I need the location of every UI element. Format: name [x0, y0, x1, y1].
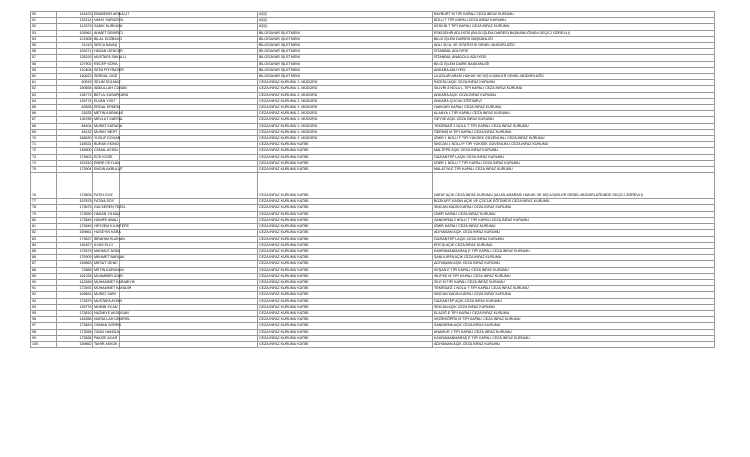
name-cell: YUSUF DOGAN — [94, 136, 121, 141]
name-cell: SEFA POYRAZER — [94, 67, 124, 72]
title-cell: CEZA İNFAZ KURUMU KATİBİ — [258, 167, 433, 173]
title-cell: BİLGİSAYAR İŞLETMENİ — [258, 67, 433, 73]
unit-cell: ŞANLIURFA AÇIK CEZA İNFAZ KURUMU — [433, 255, 715, 261]
registry-number-cell: 173679 — [57, 298, 93, 304]
unit-cell: HATAY AÇIK CEZA İNFAZ KURUMU (ULUSLARARASI HUKUK VE DIŞ İLİŞKİLER GENEL MÜDÜRLÜĞÜNDE GEÇİCİ GÖREVLİ) — [433, 173, 715, 199]
registry-number-cell: 173650 — [57, 211, 93, 217]
unit-cell: ULUSLAR ARASI HUKUK VE DIŞ İLİŞKİLER GENEL MÜDÜRLÜĞÜ — [433, 74, 715, 80]
unit-cell: İSTANBUL ADLİYESİ — [433, 49, 715, 55]
title-cell: CEZA İNFAZ KURUMU KATİBİ — [258, 273, 433, 279]
title-cell: CEZA İNFAZ KURUMU 2. MÜDÜRÜ — [258, 129, 433, 135]
name-cell: GULSEREN TEZEL — [94, 205, 126, 210]
name-cell: ERDAL ERDEM — [94, 105, 120, 110]
row-number-cell: 89 — [31, 273, 57, 279]
name-cell: ABDULLAH COBAN — [94, 86, 127, 91]
registry-number-cell: 136774 — [57, 92, 93, 98]
row-number-cell: 63 — [31, 92, 57, 98]
row-number-cell: 66 — [31, 111, 57, 117]
row-number-cell: 86 — [31, 255, 57, 261]
title-cell: CEZA İNFAZ KURUMU KATİBİ — [258, 310, 433, 316]
registry-number-cell: 173849 — [57, 217, 93, 223]
row-number-cell: 50 — [31, 12, 57, 18]
name-cell: SELIM SOLMAZ — [94, 80, 121, 85]
title-cell: CEZA İNFAZ KURUMU 2. MÜDÜRÜ — [258, 105, 433, 111]
unit-cell: SANDIRMA AÇIK CEZA İNFAZ KURUMU — [433, 323, 715, 329]
name-cell: HAKAN YILMAZ — [94, 211, 121, 216]
row-number-cell: 69 — [31, 129, 57, 135]
unit-cell: ÖDEMİŞ M TİPİ KAPALI CEZA İNFAZ KURUMU — [433, 129, 715, 135]
name-cell: MESUT GENC — [94, 261, 118, 266]
registry-number-cell: 159861 — [57, 230, 93, 236]
title-cell: CEZA İNFAZ KURUMU KATİBİ — [258, 230, 433, 236]
registry-number-cell: 110408 — [57, 67, 93, 73]
registry-number-cell: 145900 — [57, 148, 93, 154]
registry-number-cell: 173505 — [57, 173, 93, 199]
title-cell: CEZA İNFAZ KURUMU 1. MÜDÜRÜ — [258, 80, 433, 86]
name-cell: METIN KARAHAN — [94, 267, 124, 272]
title-cell: CEZA İNFAZ KURUMU KATİBİ — [258, 261, 433, 267]
registry-number-cell: 172592 — [57, 286, 93, 292]
unit-cell: İZMİR KAPALI CEZA İNFAZ KURUMU — [433, 224, 715, 230]
row-number-cell: 62 — [31, 86, 57, 92]
name-cell: ILYAS ELCI — [93, 242, 120, 248]
row-number-cell: 58 — [31, 61, 57, 67]
row-number-cell: 96 — [31, 317, 57, 323]
name-cell: BETUL KASAPKARA — [94, 92, 129, 97]
registry-number-cell: 40528 — [57, 105, 93, 111]
title-cell: CEZA İNFAZ KURUMU KATİBİ — [258, 236, 433, 242]
name-cell: MURAT KARACA — [94, 123, 123, 128]
registry-number-cell: 136785 — [57, 117, 93, 123]
title-cell: CEZA İNFAZ KURUMU KATİBİ — [258, 160, 433, 166]
row-number-cell: 52 — [31, 24, 57, 30]
title-cell: CEZA İNFAZ KURUMU KATİBİ — [258, 199, 433, 205]
name-cell: BILAL SOZBILICI — [94, 36, 123, 41]
unit-cell: ANKARA AÇIK CEZA İNFAZ KURUMU — [433, 92, 715, 98]
name-cell: FATMA SOY — [93, 199, 120, 205]
unit-cell: ALANYA L TİPİ KAPALI CEZA İNFAZ KURUMU — [433, 111, 715, 117]
title-cell: CEZA İNFAZ KURUMU KATİBİ — [258, 211, 433, 217]
registry-number-cell: 159863 — [57, 261, 93, 267]
name-cell: OZAN HANOUL — [94, 329, 120, 334]
row-number-cell: 97 — [31, 323, 57, 329]
registry-number-cell: 150655 — [57, 86, 93, 92]
name-cell: MAHMUT AYAN — [94, 248, 120, 253]
registry-number-cell: 31243 — [57, 43, 93, 49]
registry-number-cell: 139776 — [57, 304, 93, 310]
title-cell: BİLGİSAYAR İŞLETMENİ — [258, 55, 433, 61]
row-number-cell: 84 — [31, 242, 57, 248]
name-cell: NIHAT SARIUSTA — [94, 18, 124, 23]
table-row — [31, 341, 715, 347]
registry-number-cell: 144556 — [57, 317, 93, 323]
registry-number-cell: 84404 — [57, 123, 93, 129]
registry-number-cell: 72865 — [57, 267, 93, 273]
registry-number-cell: 31635 — [57, 111, 93, 117]
title-cell: CEZA İNFAZ KURUMU 2. MÜDÜRÜ — [258, 117, 433, 123]
unit-cell: SİNCAN KADIN KAPALI CEZA İNFAZ KURUMU — [433, 205, 715, 211]
registry-number-cell: 157610 — [57, 160, 93, 166]
unit-cell: SİLİVRİ 8 NOLU L TİPİ KAPALI CEZA İNFAZ KURUMU — [433, 86, 715, 92]
title-cell: CEZA İNFAZ KURUMU KATİBİ — [258, 255, 433, 261]
title-cell: CEZA İNFAZ KURUMU KATİBİ — [258, 173, 433, 199]
title-cell: CEZA İNFAZ KURUMU KATİBİ — [258, 341, 433, 347]
registry-number-cell: 173679 — [57, 248, 93, 254]
name-cell: MUHAMMET KAYADIR — [94, 286, 132, 291]
title-cell: CEZA İNFAZ KURUMU KATİBİ — [258, 279, 433, 285]
name-cell: ELVAN YIGIT — [93, 98, 120, 104]
registry-number-cell: 145531 — [57, 142, 93, 148]
name-cell: RECEP SORA — [94, 61, 118, 66]
registry-number-cell: 144433 — [57, 12, 93, 18]
registry-number-cell: 173810 — [57, 310, 93, 316]
registry-number-cell: 159691 — [57, 292, 93, 298]
unit-cell: ADIYAMAN AÇIK CEZA İNFAZ KURUMU — [433, 230, 715, 236]
registry-number-cell: 175909 — [57, 255, 93, 261]
title-cell: CEZA İNFAZ KURUMU KATİBİ — [258, 248, 433, 254]
registry-number-cell: 105961 — [57, 30, 93, 36]
registry-number-cell: 48132 — [57, 129, 93, 135]
registry-number-cell: 121508 — [57, 36, 93, 42]
name-cell: PAKIZE ACAR — [93, 335, 120, 341]
name-cell: MUAMMER ATAR — [94, 273, 123, 278]
row-number-cell: 91 — [31, 286, 57, 292]
name-cell: METIN KARAKAS — [94, 111, 124, 116]
unit-cell: ELAZIĞ E TİPİ KAPALI CEZA İNFAZ KURUMU — [433, 310, 715, 316]
unit-cell: SANDIRMA 2 NOLU T TİPİ KAPALI CEZA İNFAZ KURUMU — [433, 217, 715, 223]
title-cell: BİLGİSAYAR İŞLETMENİ — [258, 61, 433, 67]
unit-cell: İZMİR 1 NOLU F TİPİ YÜKSEK GÜVENLİKLİ CEZA İNFAZ KURUMU — [433, 136, 715, 142]
row-number-cell: 95 — [31, 310, 57, 316]
unit-cell: HAKKARİ KAPALI CEZA İNFAZ KURUMU — [433, 105, 715, 111]
unit-cell: ADLİ SİCİL VE İSTATİSTİK GENEL MÜDÜRLÜĞÜ — [433, 43, 715, 49]
row-number-cell: 61 — [31, 80, 57, 86]
name-cell: SIRCILSAVAŞ — [93, 43, 120, 49]
title-cell: CEZA İNFAZ KURUMU KATİBİ — [258, 205, 433, 211]
registry-number-cell: 173675 — [57, 205, 93, 211]
unit-cell: MALATYA E TİPİ KAPALI CEZA İNFAZ KURUMU — [433, 167, 715, 173]
title-cell: CEZA İNFAZ KURUMU KATİBİ — [258, 323, 433, 329]
registry-number-cell: 133214 — [57, 18, 93, 24]
registry-number-cell: 140623 — [57, 74, 93, 80]
unit-cell: ANKARA ADLİYESİ — [433, 67, 715, 73]
row-number-cell: 93 — [31, 298, 57, 304]
row-number-cell: 85 — [31, 248, 57, 254]
name-cell: FATIH GOZ — [93, 173, 120, 199]
row-number-cell: 90 — [31, 279, 57, 285]
title-cell: BİLGİSAYAR İŞLETMENİ — [258, 43, 433, 49]
unit-cell: MALTEPE AÇIK CEZA İNFAZ KURUMU — [433, 148, 715, 154]
title-cell: AŞÇI — [258, 18, 433, 24]
title-cell: CEZA İNFAZ KURUMU 2. MÜDÜRÜ — [258, 136, 433, 142]
row-number-cell: 74 — [31, 160, 57, 166]
title-cell: CEZA İNFAZ KURUMU KATİBİ — [258, 335, 433, 341]
row-number-cell: 83 — [31, 236, 57, 242]
name-cell: MUMIN YILAN — [94, 304, 118, 309]
unit-cell: İZMİR 1 NOLU T TİPİ KAPALI CEZA İNFAZ KURUMU — [433, 160, 715, 166]
row-number-cell: 51 — [31, 18, 57, 24]
row-number-cell: 79 — [31, 211, 57, 217]
name-cell: OSMAN SOREN — [94, 323, 121, 328]
registry-number-cell: 173843 — [57, 323, 93, 329]
row-number-cell: 72 — [31, 148, 57, 154]
registry-number-cell: 159852 — [57, 341, 93, 347]
name-cell: HUSEYIN KARA — [94, 230, 121, 235]
registry-number-cell: 40515 — [57, 80, 93, 86]
title-cell: AŞÇI — [258, 12, 433, 18]
unit-cell: KAHRAMANMARAŞ E TİPİ KAPALI CEZA İNFAZ KURUMU — [433, 248, 715, 254]
title-cell: BİLGİSAYAR İŞLETMENİ — [258, 74, 433, 80]
unit-cell: ANAMUR J TİPİ KAPALI CEZA İNFAZ KURUMU — [433, 329, 715, 335]
row-number-cell: 81 — [31, 224, 57, 230]
unit-cell: BAYBURT M TİPİ KAPALI CEZA İNFAZ KURUMU — [433, 12, 715, 18]
unit-cell: TEKİRDAĞ 1 NOLU T TİPİ KAPALI CEZA İNFAZ KURUMU — [433, 286, 715, 292]
title-cell: CEZA İNFAZ KURUMU KATİBİ — [258, 154, 433, 160]
title-cell: CEZA İNFAZ KURUMU KATİBİ — [258, 242, 433, 248]
title-cell: CEZA İNFAZ KURUMU KATİBİ — [258, 217, 433, 223]
unit-cell: İNCESU AÇIK CEZA İNFAZ KURUMU — [433, 80, 715, 86]
name-cell: ECE KOSE — [93, 154, 120, 160]
table-body — [31, 12, 715, 348]
name-cell: SADIK KURKAYA — [94, 24, 123, 29]
name-cell: HEYSEM KILIMTEPE — [94, 224, 129, 229]
title-cell: AŞÇI — [258, 24, 433, 30]
row-number-cell: 53 — [31, 30, 57, 36]
row-number-cell: 88 — [31, 267, 57, 273]
unit-cell: KESKİN T TİPİ KAPALI CEZA İNFAZ KURUMU — [433, 24, 715, 30]
registry-number-cell: 173838 — [57, 335, 93, 341]
empty-cell — [120, 173, 258, 199]
row-number-cell: 65 — [31, 105, 57, 111]
unit-cell: ADIYAMAN AÇIK CEZA İNFAZ KURUMU — [433, 261, 715, 267]
unit-cell: GEYVE AÇIK CEZA İNFAZ KURUMU — [433, 117, 715, 123]
row-number-cell: 92 — [31, 292, 57, 298]
unit-cell: GAZİANTEP AÇIK CEZA İNFAZ KURUMU — [433, 298, 715, 304]
title-cell: CEZA İNFAZ KURUMU KATİBİ — [258, 329, 433, 335]
row-number-cell: 57 — [31, 55, 57, 61]
row-number-cell: 87 — [31, 261, 57, 267]
name-cell: MEVLUT KARTAL — [94, 117, 124, 122]
title-cell: CEZA İNFAZ KURUMU KATİBİ — [258, 298, 433, 304]
row-number-cell: 80 — [31, 217, 57, 223]
unit-cell: SİNCAN 1 NOLU F TİPİ YÜKSEK GÜVENLİKLİ CEZA İNFAZ KURUMU — [433, 142, 715, 148]
row-number-cell: 71 — [31, 142, 57, 148]
unit-cell: BOLU T TİPİ KAPALI CEZA İNFAZ KURUMU — [433, 18, 715, 24]
title-cell: CEZA İNFAZ KURUMU 2. MÜDÜRÜ — [258, 123, 433, 129]
unit-cell: İSTANBUL ANADOLU ADLİYESİ — [433, 55, 715, 61]
name-cell: NURULLAH DEMIREL — [94, 317, 131, 322]
title-cell: CEZA İNFAZ KURUMU KATİBİ — [258, 224, 433, 230]
name-cell: MEHMET BARLAK — [94, 255, 125, 260]
name-cell: EMRE CEYLAN — [94, 160, 120, 165]
name-cell: TAHIR AKKOK — [94, 341, 118, 346]
title-cell: CEZA İNFAZ KURUMU KATİBİ — [258, 292, 433, 298]
registry-number-cell: 173596 — [57, 329, 93, 335]
title-cell: CEZA İNFAZ KURUMU KATİBİ — [258, 317, 433, 323]
row-number-cell: 70 — [31, 136, 57, 142]
registry-number-cell: 127902 — [57, 61, 93, 67]
unit-cell: BOZKURT KADIN AÇIK VE ÇOCUK EĞİTİMEVİ CEZA İNFAZ KURUMU — [433, 199, 715, 205]
name-cell: MURAT SARI — [93, 292, 120, 298]
row-number-cell: 64 — [31, 98, 57, 104]
row-number-cell: 54 — [31, 36, 57, 42]
name-cell: SERDAL OGE — [93, 74, 120, 80]
name-cell: IBRAHIM KUZHAN — [94, 236, 125, 241]
unit-cell: KAHRAMANMARAŞ E TİPİ KAPALI CEZA İNFAZ KURUMU — [433, 335, 715, 341]
table-row — [31, 173, 715, 199]
row-number-cell: 73 — [31, 154, 57, 160]
unit-cell: ERCİŞ AÇIK CEZA İNFAZ KURUMU — [433, 242, 715, 248]
row-number-cell: 98 — [31, 329, 57, 335]
unit-cell: İZMİR KAPALI CEZA İNFAZ KURUMU — [433, 211, 715, 217]
unit-cell: ESKİŞEHİR ADLİYESİ (BİLGİ İŞLEM DAİRESİ BAŞKANLIĞINDA GEÇİCİ GÖREVLİ) — [433, 30, 715, 36]
unit-cell: ZİLE M TİPİ KAPALI CEZA İNFAZ KURUMU — [433, 279, 715, 285]
title-cell: CEZA İNFAZ KURUMU 2. MÜDÜRÜ — [258, 111, 433, 117]
unit-cell: VEZİRKÖPRÜ M TİPİ KAPALI CEZA İNFAZ KURUMU — [433, 317, 715, 323]
registry-number-cell: 146327 — [57, 242, 93, 248]
name-cell: MURAT MERT — [94, 129, 118, 134]
unit-cell: BİLGİ İŞLEM DAİRESİ BAŞKANLIĞI — [433, 36, 715, 42]
row-number-cell: 78 — [31, 205, 57, 211]
title-cell: CEZA İNFAZ KURUMU 2. MÜDÜRÜ — [258, 92, 433, 98]
name-cell: ENGIN AKBULUT — [94, 167, 123, 172]
row-number-cell: 99 — [31, 335, 57, 341]
name-cell: HASAN GENCER — [94, 49, 123, 54]
registry-number-cell: 173649 — [57, 224, 93, 230]
registry-number-cell: 105271 — [57, 49, 93, 55]
row-number-cell: 82 — [31, 230, 57, 236]
title-cell: CEZA İNFAZ KURUMU KATİBİ — [258, 267, 433, 273]
row-number-cell: 76 — [31, 173, 57, 199]
row-number-cell: 60 — [31, 74, 57, 80]
row-number-cell: 56 — [31, 49, 57, 55]
name-cell: MUHAMMET KARABIYIK — [94, 279, 136, 284]
unit-cell: ANKARA ÇOCUK EĞİTİMEVİ — [433, 98, 715, 104]
title-cell: CEZA İNFAZ KURUMU 2. MÜDÜRÜ — [258, 98, 433, 104]
registry-number-cell: 126193 — [57, 55, 93, 61]
registry-number-cell: 173904 — [57, 167, 93, 173]
name-cell: MUSTAFA SAKALLI — [94, 55, 127, 60]
row-number-cell: 77 — [31, 199, 57, 205]
name-cell: AHMET DEMIRCI — [94, 30, 123, 35]
registry-number-cell: 157878 — [57, 199, 93, 205]
row-number-cell: 55 — [31, 43, 57, 49]
title-cell: BİLGİSAYAR İŞLETMENİ — [258, 30, 433, 36]
name-cell: HANIFE ABALI — [94, 217, 119, 222]
registry-number-cell: 173502 — [57, 154, 93, 160]
registry-number-cell: 173637 — [57, 236, 93, 242]
row-number-cell: 100 — [31, 341, 57, 347]
registry-number-cell: 161035 — [57, 273, 93, 279]
registry-number-cell: 158630 — [57, 136, 93, 142]
name-cell: BURAK EKINCI — [94, 142, 120, 147]
unit-cell: BİLGİ İŞLEM DAİRE BAŞKANLIĞI — [433, 61, 715, 67]
unit-cell: TEKİRDAĞ 2 NOLU T TİPİ KAPALI CEZA İNFAZ KURUMU — [433, 123, 715, 129]
title-cell: CEZA İNFAZ KURUMU KATİBİ — [258, 304, 433, 310]
title-cell: CEZA İNFAZ KURUMU KATİBİ — [258, 142, 433, 148]
unit-cell: SİLİFKE M TİPİ KAPALI CEZA İNFAZ KURUMU — [433, 273, 715, 279]
unit-cell: GAZİANTEP LAÇIK CEZA İNFAZ KURUMU — [433, 154, 715, 160]
unit-cell: KEŞAN E TİPİ KAPALI CEZA İNFAZ KURUMU — [433, 267, 715, 273]
spreadsheet — [30, 11, 714, 348]
name-cell: MUSTAFA AYDIN — [94, 298, 123, 303]
personnel-table — [30, 11, 715, 348]
row-number-cell: 59 — [31, 67, 57, 73]
title-cell: BİLGİSAYAR İŞLETMENİ — [258, 49, 433, 55]
row-number-cell: 68 — [31, 123, 57, 129]
row-number-cell: 75 — [31, 167, 57, 173]
title-cell: CEZA İNFAZ KURUMU KATİBİ — [258, 148, 433, 154]
title-cell: BİLGİSAYAR İŞLETMENİ — [258, 36, 433, 42]
name-cell: CEMAL AYDIN — [94, 148, 118, 153]
unit-cell: SİNCAN AÇIK CEZA İNFAZ KURUMU — [433, 304, 715, 310]
registry-number-cell: 112579 — [57, 24, 93, 30]
empty-cell — [120, 341, 258, 347]
name-cell: NAZMIYE AKDOGAN — [94, 310, 129, 315]
unit-cell: SİNCAN KADIN KAPALI CEZA İNFAZ KURUMU — [433, 292, 715, 298]
row-number-cell: 94 — [31, 304, 57, 310]
title-cell: CEZA İNFAZ KURUMU KATİBİ — [258, 286, 433, 292]
unit-cell: ADIYAMAN AÇIK CEZA İNFAZ KURUMU — [433, 341, 715, 347]
unit-cell: GAZİANTEP LAÇIK CEZA İNFAZ KURUMU — [433, 236, 715, 242]
title-cell: CEZA İNFAZ KURUMU 2. MÜDÜRÜ — [258, 86, 433, 92]
row-number-cell: 67 — [31, 117, 57, 123]
registry-number-cell: 139774 — [57, 98, 93, 104]
registry-number-cell: 142459 — [57, 279, 93, 285]
name-cell: EBABEKIR AKBULUT — [94, 12, 130, 16]
